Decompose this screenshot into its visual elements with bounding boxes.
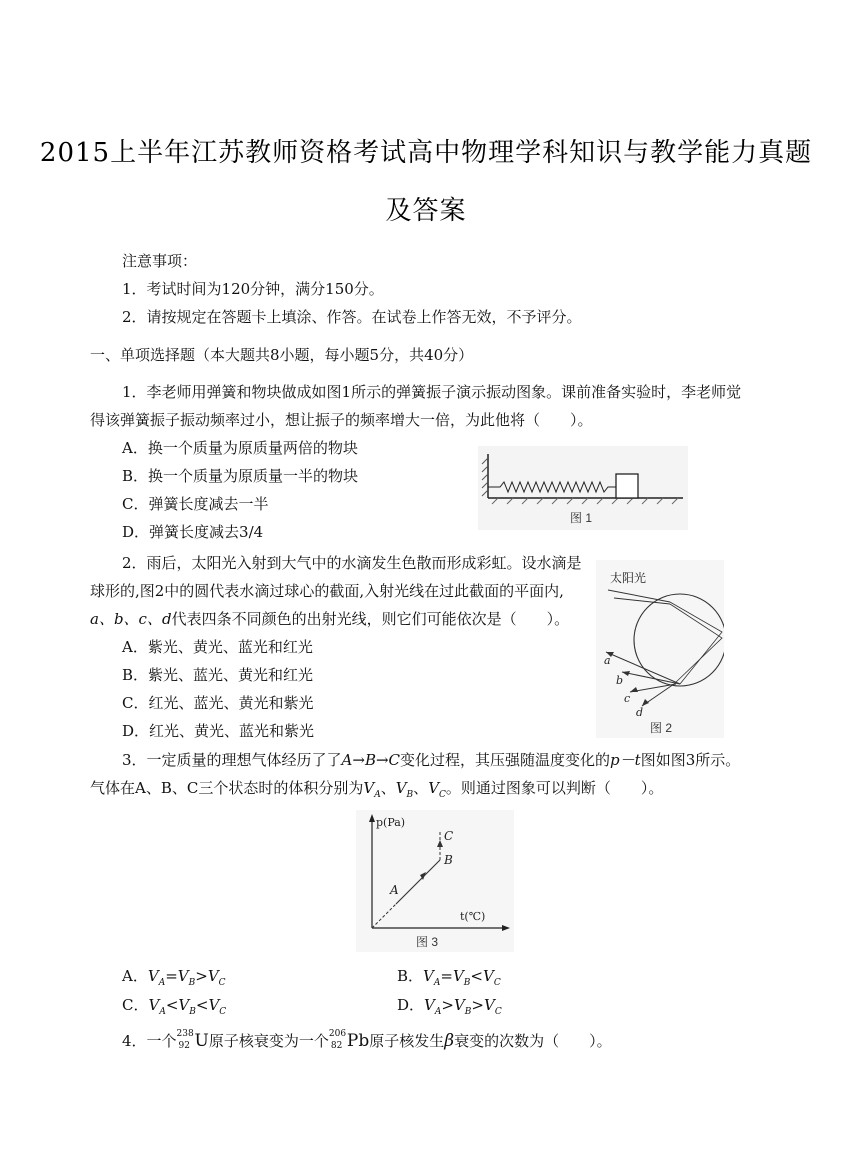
q3-option-b-letter: B． (397, 967, 424, 985)
q4-suffix: 衰变的次数为（ ）。 (454, 1032, 612, 1050)
q3-option-c-letter: C． (122, 996, 149, 1014)
figure-2-label: 图 2 (650, 721, 673, 735)
q3-option-d-letter: D． (397, 996, 425, 1014)
q1-option-c: C．弹簧长度减去一半 (122, 495, 269, 513)
q2-stem-line1: 2．雨后，太阳光入射到大气中的水滴发生色散而形成彩虹。设水滴是 (122, 554, 582, 572)
q3-stem-line1 (122, 749, 740, 770)
point-c-label: C (444, 829, 454, 843)
u-atomic-number: 92 (178, 1041, 190, 1051)
q1-stem-line2: 得该弹簧振子振动频率过小，想让振子的频率增大一倍，为此他将（ ）。 (90, 411, 593, 429)
q1-stem-line1: 1．李老师用弹簧和物块做成如图1所示的弹簧振子演示振动图象。课前准备实验时，李老师觉 (122, 383, 742, 401)
figure-3-label: 图 3 (416, 935, 439, 949)
ray-label-d: d (636, 706, 644, 719)
q1-option-a: A．换一个质量为原质量两倍的物块 (122, 439, 358, 457)
q4-prefix: 4．一个 (122, 1032, 177, 1050)
axis-p-label: p(Pa) (376, 816, 406, 829)
lead-symbol: Pb (346, 1031, 370, 1051)
q2-ray-variables: a、b、c、d (90, 610, 172, 628)
section-heading: 一、单项选择题（本大题共8小题，每小题5分，共40分） (90, 346, 474, 364)
q2-option-c: C．红光、蓝光、黄光和紫光 (122, 694, 314, 712)
q3-stem-text-c: 图如图3所示。 (640, 751, 741, 769)
q2-stem-line3-text: 代表四条不同颜色的出射光线，则它们可能依次是（ ）。 (171, 610, 570, 628)
figure-3-pt-graph (356, 810, 514, 952)
document-title-continued: 及答案 (385, 196, 467, 226)
q2-option-b: B．紫光、蓝光、黄光和红光 (122, 666, 314, 684)
pb-atomic-number: 82 (330, 1041, 343, 1051)
pb-mass-number: 206 (328, 1029, 347, 1039)
q3-option-a: A．$V_A=V_B>V_C$ (122, 967, 226, 988)
q3-option-a-letter: A． (122, 967, 148, 985)
ray-label-c: c (624, 692, 631, 705)
q3-option-b: B．$V_A=V_B<V_C$ (397, 967, 501, 988)
q1-option-d: D．弹簧长度减去3/4 (122, 523, 264, 541)
beta-symbol: β (444, 1031, 455, 1051)
q4-mid: 原子核衰变为一个 (208, 1032, 329, 1050)
q3-stem2-text-a: 气体在A、B、C三个状态时的体积分别为 (90, 779, 364, 797)
q3-process: A→B→C (341, 751, 401, 769)
ray-label-b: b (616, 674, 624, 687)
figure-1-spring-oscillator (478, 446, 688, 530)
u-mass-number: 238 (176, 1029, 194, 1039)
figure-2-water-droplet (596, 560, 724, 738)
q4-stem (122, 1030, 612, 1051)
q3-stem-text-a: 3．一定质量的理想气体经历了了 (122, 751, 342, 769)
q2-stem-line3 (90, 608, 569, 629)
document-title: 2015上半年江苏教师资格考试高中物理学科知识与教学能力真题 (39, 138, 813, 168)
axis-t-label: t(℃) (460, 910, 486, 923)
q3-stem2-text-b: 。则通过图象可以判断（ ）。 (445, 779, 664, 797)
point-b-label: B (444, 853, 453, 867)
notice-item-2: 2．请按规定在答题卡上填涂、作答。在试卷上作答无效，不予评分。 (122, 308, 582, 326)
q2-option-d: D．红光、黄光、蓝光和紫光 (122, 722, 315, 740)
q2-option-a: A．紫光、黄光、蓝光和红光 (122, 638, 313, 656)
notice-heading: 注意事项： (122, 252, 198, 270)
q4-mid2: 原子核发生 (369, 1032, 445, 1050)
figure-1-label: 图 1 (570, 511, 593, 525)
q1-option-b: B．换一个质量为原质量一半的物块 (122, 467, 359, 485)
uranium-symbol: U (194, 1031, 209, 1051)
q3-option-c: C．$V_A<V_B<V_C$ (122, 996, 227, 1017)
q3-stem-text-b: 变化过程，其压强随温度变化的 (400, 751, 611, 769)
point-a-label: A (390, 883, 399, 897)
q2-stem-line2: 球形的,图2中的圆代表水滴过球心的截面,入射光线在过此截面的平面内, (90, 582, 564, 600)
sun-light-label: 太阳光 (610, 571, 647, 585)
q3-option-d: D．$V_A>V_B>V_C$ (397, 996, 502, 1017)
q3-pt: p－t (610, 751, 641, 769)
q3-stem-line2: 气体在A、B、C三个状态时的体积分别为$V_A$、$V_B$、$V_C$。则通过图象可以判断（ ）。 (90, 779, 664, 800)
notice-item-1: 1．考试时间为120分钟，满分150分。 (122, 280, 384, 298)
ray-label-a: a (604, 654, 611, 667)
